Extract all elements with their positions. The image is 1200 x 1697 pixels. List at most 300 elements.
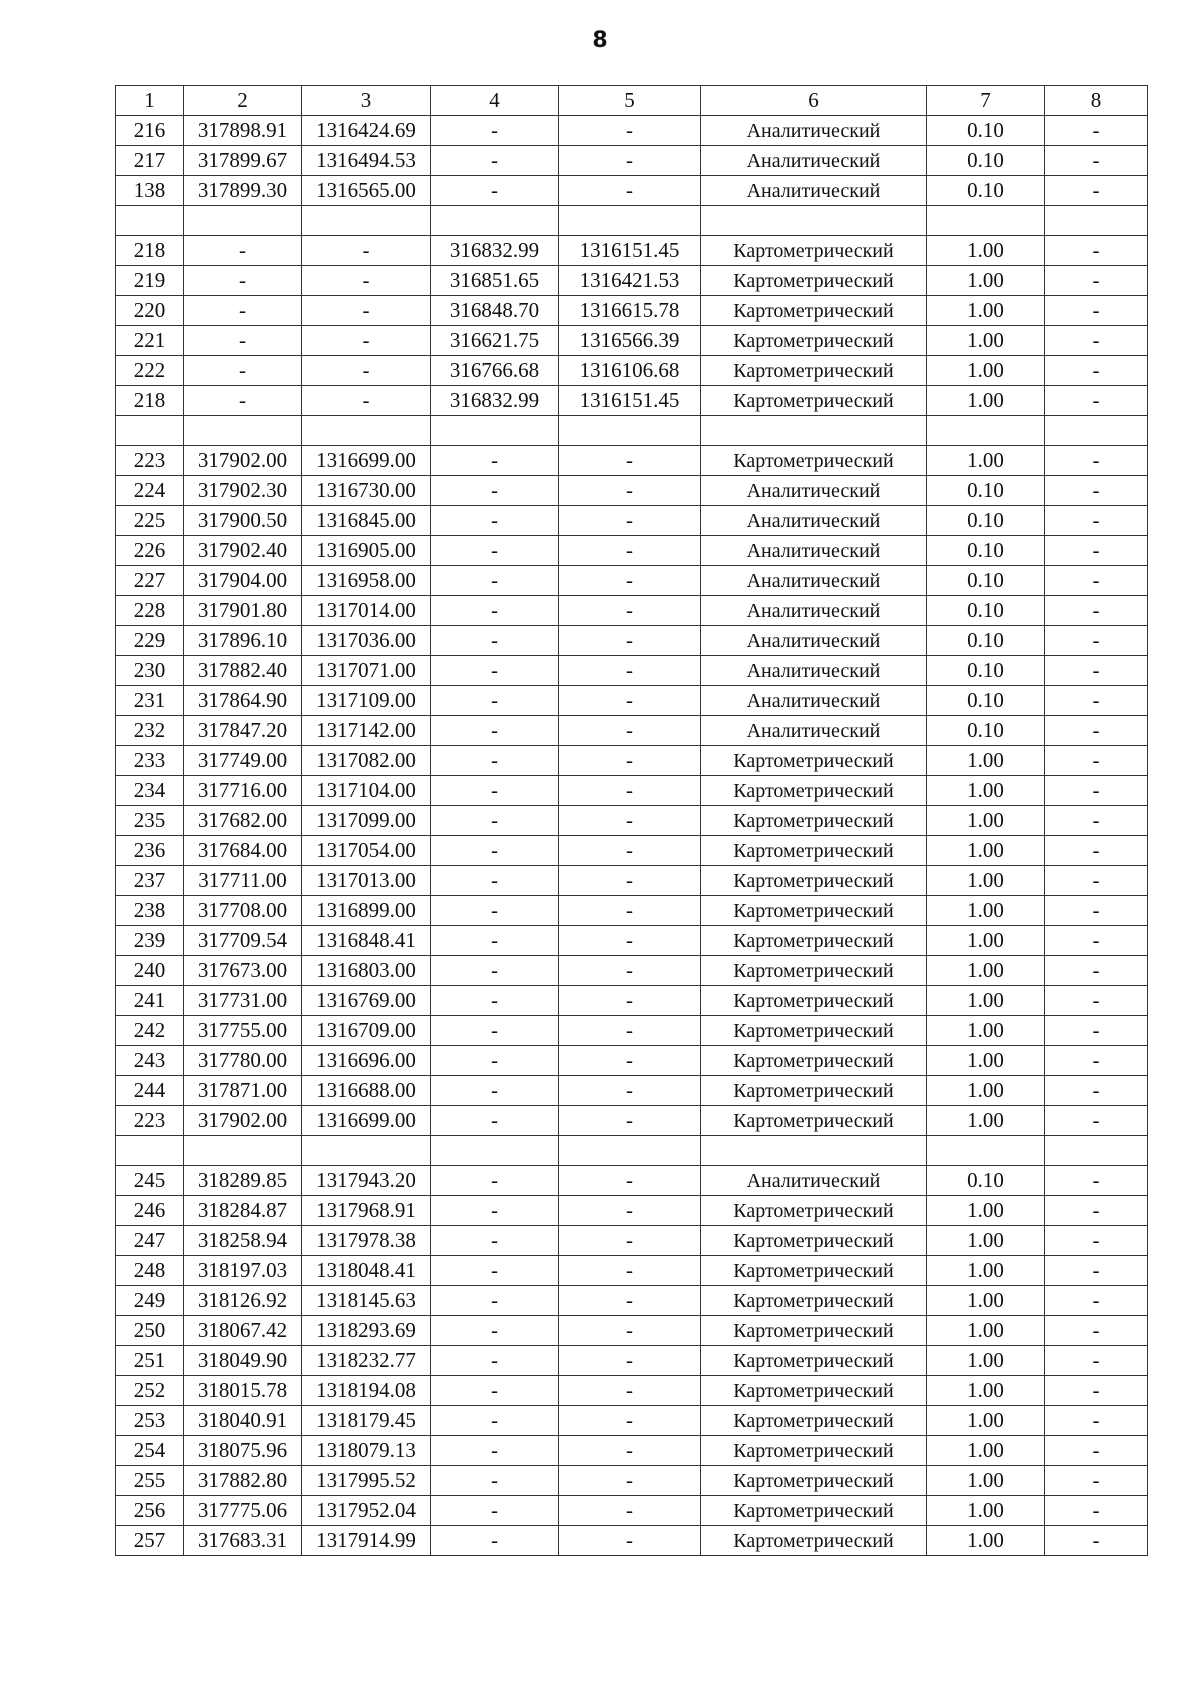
table-cell: -: [1045, 1376, 1148, 1406]
table-cell: 234: [116, 776, 184, 806]
table-cell: -: [559, 1346, 701, 1376]
table-cell: [701, 206, 927, 236]
table-cell: Картометрический: [701, 1406, 927, 1436]
table-cell: 1316688.00: [302, 1076, 431, 1106]
table-cell: 0.10: [927, 656, 1045, 686]
table-cell: Картометрический: [701, 1226, 927, 1256]
table-cell: 0.10: [927, 506, 1045, 536]
table-cell: -: [559, 1376, 701, 1406]
table-cell: -: [431, 1436, 559, 1466]
table-cell: Картометрический: [701, 1016, 927, 1046]
table-cell: 317902.00: [184, 1106, 302, 1136]
table-cell: 316832.99: [431, 236, 559, 266]
table-cell: -: [559, 446, 701, 476]
table-cell: 1316494.53: [302, 146, 431, 176]
table-cell: Картометрический: [701, 1196, 927, 1226]
table-cell: -: [559, 1316, 701, 1346]
table-row: [116, 1406, 1148, 1436]
table-cell: Картометрический: [701, 1526, 927, 1556]
table-cell: 1.00: [927, 1316, 1045, 1346]
table-row: [116, 1316, 1148, 1346]
table-cell: -: [1045, 596, 1148, 626]
table-cell: 317775.06: [184, 1496, 302, 1526]
table-cell: Аналитический: [701, 716, 927, 746]
table-cell: 317711.00: [184, 866, 302, 896]
table-cell: 1.00: [927, 1196, 1045, 1226]
column-header: 6: [701, 86, 927, 116]
table-cell: -: [1045, 446, 1148, 476]
table-cell: -: [1045, 1226, 1148, 1256]
table-cell: 227: [116, 566, 184, 596]
table-cell: 1.00: [927, 1436, 1045, 1466]
table-cell: 1316421.53: [559, 266, 701, 296]
table-cell: -: [1045, 536, 1148, 566]
table-cell: Аналитический: [701, 1166, 927, 1196]
column-header: 2: [184, 86, 302, 116]
table-cell: -: [431, 476, 559, 506]
table-cell: -: [431, 1106, 559, 1136]
table-cell: 250: [116, 1316, 184, 1346]
table-cell: -: [1045, 896, 1148, 926]
table-cell: 216: [116, 116, 184, 146]
table-cell: 317896.10: [184, 626, 302, 656]
table-cell: 1.00: [927, 1106, 1045, 1136]
table-cell: 1316106.68: [559, 356, 701, 386]
table-cell: 317904.00: [184, 566, 302, 596]
table-cell: -: [559, 1406, 701, 1436]
table-cell: -: [431, 1406, 559, 1436]
table-row: [116, 746, 1148, 776]
table-cell: 0.10: [927, 566, 1045, 596]
table-cell: 317882.80: [184, 1466, 302, 1496]
table-cell: 244: [116, 1076, 184, 1106]
table-cell: 1316424.69: [302, 116, 431, 146]
table-cell: 1316151.45: [559, 236, 701, 266]
table-cell: -: [1045, 986, 1148, 1016]
table-cell: 1317943.20: [302, 1166, 431, 1196]
table-cell: 1.00: [927, 1256, 1045, 1286]
table-cell: 1316848.41: [302, 926, 431, 956]
table-cell: 317780.00: [184, 1046, 302, 1076]
table-cell: -: [1045, 956, 1148, 986]
table-cell: Картометрический: [701, 956, 927, 986]
table-cell: 1.00: [927, 266, 1045, 296]
table-cell: 1318145.63: [302, 1286, 431, 1316]
table-cell: -: [431, 1466, 559, 1496]
table-cell: -: [559, 1046, 701, 1076]
table-cell: 318197.03: [184, 1256, 302, 1286]
table-cell: 242: [116, 1016, 184, 1046]
table-cell: 1317978.38: [302, 1226, 431, 1256]
table-cell: 0.10: [927, 176, 1045, 206]
table-cell: 317899.30: [184, 176, 302, 206]
table-cell: [927, 1136, 1045, 1166]
table-cell: 235: [116, 806, 184, 836]
table-cell: 1317071.00: [302, 656, 431, 686]
table-cell: -: [559, 1466, 701, 1496]
table-row: [116, 266, 1148, 296]
table-cell: 248: [116, 1256, 184, 1286]
table-row: [116, 896, 1148, 926]
table-cell: 1318293.69: [302, 1316, 431, 1346]
table-cell: Картометрический: [701, 356, 927, 386]
table-cell: [1045, 416, 1148, 446]
table-cell: 318258.94: [184, 1226, 302, 1256]
table-cell: 257: [116, 1526, 184, 1556]
column-header: 5: [559, 86, 701, 116]
table-cell: Картометрический: [701, 1286, 927, 1316]
table-cell: [116, 206, 184, 236]
table-row: [116, 626, 1148, 656]
column-header: 8: [1045, 86, 1148, 116]
table-cell: 226: [116, 536, 184, 566]
table-cell: 318067.42: [184, 1316, 302, 1346]
table-cell: 1316565.00: [302, 176, 431, 206]
table-cell: Картометрический: [701, 806, 927, 836]
table-cell: -: [559, 806, 701, 836]
table-row: [116, 446, 1148, 476]
table-cell: -: [1045, 1076, 1148, 1106]
table-cell: -: [431, 1046, 559, 1076]
table-cell: [184, 1136, 302, 1166]
table-cell: -: [1045, 506, 1148, 536]
table-cell: 317684.00: [184, 836, 302, 866]
table-row: [116, 386, 1148, 416]
table-row: [116, 236, 1148, 266]
table-cell: -: [431, 716, 559, 746]
table-cell: 1.00: [927, 1376, 1045, 1406]
table-cell: 1.00: [927, 866, 1045, 896]
table-cell: 318015.78: [184, 1376, 302, 1406]
table-cell: 1318179.45: [302, 1406, 431, 1436]
table-cell: -: [1045, 1256, 1148, 1286]
table-cell: 223: [116, 446, 184, 476]
table-cell: -: [1045, 1436, 1148, 1466]
table-cell: 1316699.00: [302, 1106, 431, 1136]
table-cell: 317902.40: [184, 536, 302, 566]
table-cell: -: [1045, 1406, 1148, 1436]
table-cell: -: [559, 506, 701, 536]
table-cell: 1.00: [927, 1226, 1045, 1256]
table-cell: 1.00: [927, 986, 1045, 1016]
table-cell: [927, 416, 1045, 446]
table-cell: 0.10: [927, 596, 1045, 626]
table-cell: -: [431, 776, 559, 806]
table-cell: Картометрический: [701, 446, 927, 476]
table-cell: -: [431, 1376, 559, 1406]
table-cell: -: [431, 446, 559, 476]
table-cell: -: [1045, 656, 1148, 686]
table-cell: [116, 1136, 184, 1166]
table-cell: 1318232.77: [302, 1346, 431, 1376]
table-cell: -: [559, 926, 701, 956]
table-cell: Аналитический: [701, 536, 927, 566]
table-cell: 317900.50: [184, 506, 302, 536]
table-cell: 316621.75: [431, 326, 559, 356]
table-cell: 243: [116, 1046, 184, 1076]
table-cell: 1.00: [927, 386, 1045, 416]
table-cell: -: [302, 326, 431, 356]
table-row: [116, 686, 1148, 716]
table-cell: 0.10: [927, 686, 1045, 716]
table-cell: -: [1045, 116, 1148, 146]
table-cell: 228: [116, 596, 184, 626]
table-cell: Картометрический: [701, 1436, 927, 1466]
table-cell: 219: [116, 266, 184, 296]
table-cell: 1318079.13: [302, 1436, 431, 1466]
table-row: [116, 1436, 1148, 1466]
table-cell: 1316699.00: [302, 446, 431, 476]
table-row: [116, 1496, 1148, 1526]
table-cell: -: [1045, 1106, 1148, 1136]
table-cell: -: [431, 1226, 559, 1256]
table-cell: -: [302, 296, 431, 326]
table-cell: 1317082.00: [302, 746, 431, 776]
page-number: 8: [592, 28, 608, 53]
table-cell: -: [431, 656, 559, 686]
table-cell: Картометрический: [701, 326, 927, 356]
table-cell: -: [431, 896, 559, 926]
table-cell: 240: [116, 956, 184, 986]
table-cell: 317847.20: [184, 716, 302, 746]
table-cell: [559, 1136, 701, 1166]
table-cell: [431, 206, 559, 236]
table-cell: -: [431, 956, 559, 986]
table-cell: 317673.00: [184, 956, 302, 986]
table-cell: [116, 416, 184, 446]
table-cell: -: [302, 356, 431, 386]
table-row: [116, 296, 1148, 326]
table-cell: 317871.00: [184, 1076, 302, 1106]
table-cell: 317755.00: [184, 1016, 302, 1046]
table-cell: 1317099.00: [302, 806, 431, 836]
table-cell: 239: [116, 926, 184, 956]
table-cell: Картометрический: [701, 866, 927, 896]
table-cell: -: [1045, 1526, 1148, 1556]
table-cell: -: [559, 836, 701, 866]
table-cell: Аналитический: [701, 506, 927, 536]
table-cell: -: [559, 176, 701, 206]
table-cell: -: [559, 1436, 701, 1466]
table-cell: 318289.85: [184, 1166, 302, 1196]
table-cell: 1.00: [927, 356, 1045, 386]
table-cell: 254: [116, 1436, 184, 1466]
table-cell: Картометрический: [701, 1466, 927, 1496]
column-header: 4: [431, 86, 559, 116]
table-cell: -: [431, 506, 559, 536]
table-row: [116, 476, 1148, 506]
table-row: [116, 1166, 1148, 1196]
table-row: [116, 1136, 1148, 1166]
table-cell: -: [559, 476, 701, 506]
table-cell: 317731.00: [184, 986, 302, 1016]
table-cell: -: [184, 386, 302, 416]
table-cell: Картометрический: [701, 1256, 927, 1286]
table-cell: 317716.00: [184, 776, 302, 806]
table-row: [116, 326, 1148, 356]
table-cell: 1.00: [927, 1526, 1045, 1556]
table-cell: Аналитический: [701, 686, 927, 716]
table-cell: 1316615.78: [559, 296, 701, 326]
table-cell: -: [1045, 236, 1148, 266]
table-row: [116, 836, 1148, 866]
table-cell: -: [1045, 836, 1148, 866]
table-cell: -: [431, 1316, 559, 1346]
table-cell: 317683.31: [184, 1526, 302, 1556]
table-cell: -: [431, 1286, 559, 1316]
table-cell: 246: [116, 1196, 184, 1226]
table-cell: [431, 1136, 559, 1166]
table-cell: -: [559, 146, 701, 176]
table-row: [116, 986, 1148, 1016]
table-cell: -: [184, 356, 302, 386]
column-header: 1: [116, 86, 184, 116]
table-cell: -: [559, 1256, 701, 1286]
table-cell: [302, 1136, 431, 1166]
table-cell: 1316709.00: [302, 1016, 431, 1046]
table-cell: 236: [116, 836, 184, 866]
table-row: [116, 1346, 1148, 1376]
table-cell: 1.00: [927, 1046, 1045, 1076]
table-cell: -: [302, 386, 431, 416]
table-cell: 1317013.00: [302, 866, 431, 896]
table-cell: -: [431, 146, 559, 176]
table-cell: 224: [116, 476, 184, 506]
table-cell: Картометрический: [701, 236, 927, 266]
table-cell: [302, 206, 431, 236]
table-cell: 232: [116, 716, 184, 746]
column-header: 3: [302, 86, 431, 116]
table-cell: Картометрический: [701, 746, 927, 776]
table-cell: -: [559, 1226, 701, 1256]
table-cell: -: [559, 716, 701, 746]
table-cell: -: [559, 1166, 701, 1196]
table-cell: 1317109.00: [302, 686, 431, 716]
table-cell: 220: [116, 296, 184, 326]
table-cell: 317898.91: [184, 116, 302, 146]
table-row: [116, 956, 1148, 986]
table-cell: -: [1045, 1166, 1148, 1196]
table-cell: Аналитический: [701, 626, 927, 656]
table-cell: [302, 416, 431, 446]
table-cell: [701, 416, 927, 446]
table-cell: Картометрический: [701, 1106, 927, 1136]
table-cell: 138: [116, 176, 184, 206]
table-cell: 1318194.08: [302, 1376, 431, 1406]
table-cell: 1317952.04: [302, 1496, 431, 1526]
table-cell: -: [1045, 146, 1148, 176]
table-cell: 237: [116, 866, 184, 896]
table-cell: -: [431, 1196, 559, 1226]
table-cell: -: [559, 1286, 701, 1316]
table-cell: 1.00: [927, 1496, 1045, 1526]
table-cell: 316766.68: [431, 356, 559, 386]
table-cell: 245: [116, 1166, 184, 1196]
table-cell: 1.00: [927, 1466, 1045, 1496]
table-body: [116, 116, 1148, 1556]
table-cell: -: [431, 566, 559, 596]
table-cell: -: [1045, 776, 1148, 806]
table-cell: 0.10: [927, 716, 1045, 746]
table-cell: 1.00: [927, 236, 1045, 266]
table-cell: Картометрический: [701, 896, 927, 926]
table-row: [116, 536, 1148, 566]
table-cell: Картометрический: [701, 1046, 927, 1076]
table-cell: -: [1045, 386, 1148, 416]
table-cell: 222: [116, 356, 184, 386]
table-cell: 1317104.00: [302, 776, 431, 806]
table-cell: -: [1045, 806, 1148, 836]
table-cell: -: [1045, 296, 1148, 326]
table-row: [116, 776, 1148, 806]
table-cell: 318049.90: [184, 1346, 302, 1376]
table-row: [116, 1046, 1148, 1076]
table-cell: Картометрический: [701, 1496, 927, 1526]
table-cell: 1318048.41: [302, 1256, 431, 1286]
table-cell: Картометрический: [701, 266, 927, 296]
table-cell: 317682.00: [184, 806, 302, 836]
table-cell: Картометрический: [701, 926, 927, 956]
coordinates-table: [115, 85, 1148, 1556]
table-row: [116, 1016, 1148, 1046]
table-row: [116, 1466, 1148, 1496]
table-cell: [431, 416, 559, 446]
table-cell: Аналитический: [701, 566, 927, 596]
table-cell: -: [431, 686, 559, 716]
table-row: [116, 806, 1148, 836]
table-cell: 318075.96: [184, 1436, 302, 1466]
table-cell: 318126.92: [184, 1286, 302, 1316]
table-cell: 0.10: [927, 476, 1045, 506]
table-cell: 252: [116, 1376, 184, 1406]
table-cell: 253: [116, 1406, 184, 1436]
table-cell: 317902.30: [184, 476, 302, 506]
table-cell: 316832.99: [431, 386, 559, 416]
header-row: [116, 86, 1148, 116]
table-cell: 1.00: [927, 926, 1045, 956]
table-cell: -: [559, 1016, 701, 1046]
table-cell: [1045, 206, 1148, 236]
table-row: [116, 656, 1148, 686]
table-cell: -: [431, 1496, 559, 1526]
table-cell: -: [431, 1076, 559, 1106]
table-row: [116, 1196, 1148, 1226]
table-cell: -: [1045, 1016, 1148, 1046]
table-cell: Картометрический: [701, 386, 927, 416]
table-row: [116, 1106, 1148, 1136]
table-row: [116, 206, 1148, 236]
table-cell: -: [302, 266, 431, 296]
table-cell: 1.00: [927, 296, 1045, 326]
table-cell: 1316958.00: [302, 566, 431, 596]
table-cell: -: [559, 596, 701, 626]
table-cell: Картометрический: [701, 1346, 927, 1376]
table-cell: -: [559, 956, 701, 986]
table-cell: -: [431, 596, 559, 626]
table-cell: 223: [116, 1106, 184, 1136]
table-cell: 1316696.00: [302, 1046, 431, 1076]
table-cell: [184, 416, 302, 446]
table-cell: -: [1045, 686, 1148, 716]
table-cell: 318284.87: [184, 1196, 302, 1226]
table-cell: Картометрический: [701, 836, 927, 866]
table-cell: 316851.65: [431, 266, 559, 296]
table-cell: -: [1045, 1286, 1148, 1316]
table-cell: 1316845.00: [302, 506, 431, 536]
table-cell: 317708.00: [184, 896, 302, 926]
table-cell: -: [559, 1076, 701, 1106]
table-cell: 221: [116, 326, 184, 356]
